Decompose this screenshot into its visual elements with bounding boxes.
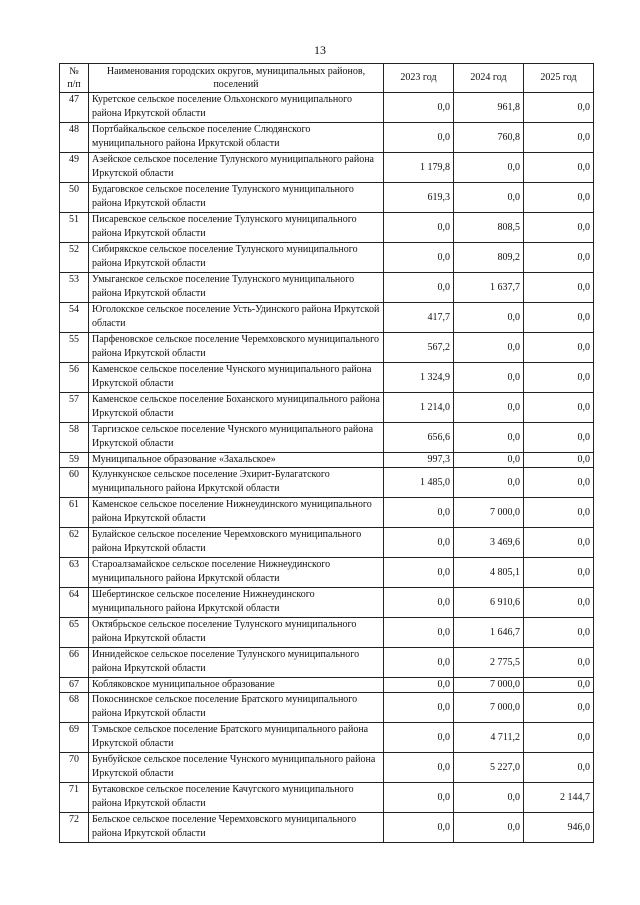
value-2025: 0,0 (524, 423, 594, 453)
value-2023: 1 485,0 (384, 468, 454, 498)
table-row (60, 753, 594, 783)
value-2024: 5 227,0 (454, 753, 524, 783)
settlement-name: Булайское сельское поселение Черемховского муниципального района Иркутской области (89, 528, 384, 558)
row-number: 62 (60, 528, 89, 558)
table-row (60, 678, 594, 693)
row-number: 61 (60, 498, 89, 528)
value-2025: 0,0 (524, 468, 594, 498)
value-2023: 0,0 (384, 213, 454, 243)
table-row (60, 723, 594, 753)
value-2025: 0,0 (524, 243, 594, 273)
value-2025: 0,0 (524, 453, 594, 468)
row-number: 63 (60, 558, 89, 588)
value-2024: 2 775,5 (454, 648, 524, 678)
row-number: 72 (60, 813, 89, 843)
settlement-name: Бунбуйское сельское поселение Чунского муниципального района Иркутской области (89, 753, 384, 783)
table-row (60, 648, 594, 678)
value-2023: 0,0 (384, 693, 454, 723)
value-2025: 0,0 (524, 528, 594, 558)
value-2024: 7 000,0 (454, 693, 524, 723)
row-number: 64 (60, 588, 89, 618)
row-number: 55 (60, 333, 89, 363)
value-2023: 1 324,9 (384, 363, 454, 393)
settlement-name: Кобляковское муниципальное образование (89, 678, 384, 693)
value-2024: 0,0 (454, 783, 524, 813)
row-number: 59 (60, 453, 89, 468)
value-2023: 417,7 (384, 303, 454, 333)
table-row (60, 183, 594, 213)
value-2023: 1 214,0 (384, 393, 454, 423)
table-row (60, 528, 594, 558)
table-row (60, 393, 594, 423)
value-2023: 0,0 (384, 498, 454, 528)
value-2023: 0,0 (384, 243, 454, 273)
settlement-name: Тэмьское сельское поселение Братского муниципального района Иркутской области (89, 723, 384, 753)
value-2023: 0,0 (384, 528, 454, 558)
settlement-name: Портбайкальское сельское поселение Слюдянского муниципального района Иркутской области (89, 123, 384, 153)
table-header-row (60, 64, 594, 93)
settlement-name: Умыганское сельское поселение Тулунского муниципального района Иркутской области (89, 273, 384, 303)
table-row (60, 618, 594, 648)
value-2025: 0,0 (524, 678, 594, 693)
value-2023: 567,2 (384, 333, 454, 363)
page-number: 13 (314, 43, 326, 57)
value-2025: 0,0 (524, 393, 594, 423)
row-number: 60 (60, 468, 89, 498)
value-2025: 0,0 (524, 183, 594, 213)
settlement-name: Таргизское сельское поселение Чунского муниципального района Иркутской области (89, 423, 384, 453)
value-2023: 0,0 (384, 813, 454, 843)
settlement-name: Будаговское сельское поселение Тулунского муниципального района Иркутской области (89, 183, 384, 213)
settlement-name: Кулункунское сельское поселение Эхирит-Булагатского муниципального района Иркутской области (89, 468, 384, 498)
row-number: 51 (60, 213, 89, 243)
table-row (60, 93, 594, 123)
value-2025: 0,0 (524, 588, 594, 618)
value-2025: 0,0 (524, 723, 594, 753)
value-2023: 0,0 (384, 618, 454, 648)
value-2025: 0,0 (524, 363, 594, 393)
row-number: 49 (60, 153, 89, 183)
value-2023: 0,0 (384, 753, 454, 783)
header-2024: 2024 год (454, 64, 524, 93)
value-2024: 760,8 (454, 123, 524, 153)
table-row (60, 423, 594, 453)
value-2023: 0,0 (384, 273, 454, 303)
value-2024: 4 711,2 (454, 723, 524, 753)
allocation-table (59, 63, 594, 843)
row-number: 71 (60, 783, 89, 813)
value-2024: 4 805,1 (454, 558, 524, 588)
header-name: Наименования городских округов, муниципальных районов, поселений (89, 64, 384, 93)
settlement-name: Каменское сельское поселение Боханского муниципального района Иркутской области (89, 393, 384, 423)
value-2025: 0,0 (524, 618, 594, 648)
value-2025: 0,0 (524, 558, 594, 588)
value-2024: 6 910,6 (454, 588, 524, 618)
value-2024: 0,0 (454, 393, 524, 423)
value-2025: 0,0 (524, 693, 594, 723)
settlement-name: Парфеновское сельское поселение Черемховского муниципального района Иркутской области (89, 333, 384, 363)
value-2024: 0,0 (454, 813, 524, 843)
value-2025: 0,0 (524, 153, 594, 183)
settlement-name: Иннидейское сельское поселение Тулунского муниципального района Иркутской области (89, 648, 384, 678)
value-2023: 0,0 (384, 93, 454, 123)
value-2024: 7 000,0 (454, 678, 524, 693)
row-number: 50 (60, 183, 89, 213)
table-row (60, 693, 594, 723)
settlement-name: Азейское сельское поселение Тулунского муниципального района Иркутской области (89, 153, 384, 183)
row-number: 48 (60, 123, 89, 153)
table-row (60, 558, 594, 588)
value-2023: 0,0 (384, 558, 454, 588)
value-2025: 0,0 (524, 333, 594, 363)
table-row (60, 783, 594, 813)
value-2024: 7 000,0 (454, 498, 524, 528)
settlement-name: Сибирякское сельское поселение Тулунского муниципального района Иркутской области (89, 243, 384, 273)
settlement-name: Каменское сельское поселение Нижнеудинского муниципального района Иркутской области (89, 498, 384, 528)
settlement-name: Октябрьское сельское поселение Тулунского муниципального района Иркутской области (89, 618, 384, 648)
row-number: 69 (60, 723, 89, 753)
value-2024: 0,0 (454, 453, 524, 468)
value-2024: 0,0 (454, 468, 524, 498)
row-number: 57 (60, 393, 89, 423)
value-2024: 1 646,7 (454, 618, 524, 648)
table-row (60, 213, 594, 243)
settlement-name: Куретское сельское поселение Ольхонского муниципального района Иркутской области (89, 93, 384, 123)
settlement-name: Каменское сельское поселение Чунского муниципального района Иркутской области (89, 363, 384, 393)
value-2023: 0,0 (384, 648, 454, 678)
value-2025: 0,0 (524, 123, 594, 153)
settlement-name: Юголокское сельское поселение Усть-Удинского района Иркутской области (89, 303, 384, 333)
settlement-name: Бельское сельское поселение Черемховского муниципального района Иркутской области (89, 813, 384, 843)
row-number: 47 (60, 93, 89, 123)
row-number: 65 (60, 618, 89, 648)
table-row (60, 333, 594, 363)
value-2024: 961,8 (454, 93, 524, 123)
value-2024: 0,0 (454, 333, 524, 363)
value-2025: 0,0 (524, 273, 594, 303)
value-2025: 0,0 (524, 93, 594, 123)
table-row (60, 243, 594, 273)
table-row (60, 453, 594, 468)
value-2025: 0,0 (524, 303, 594, 333)
table-row (60, 468, 594, 498)
value-2024: 0,0 (454, 183, 524, 213)
table-row (60, 498, 594, 528)
table-row (60, 813, 594, 843)
value-2024: 809,2 (454, 243, 524, 273)
value-2023: 0,0 (384, 588, 454, 618)
value-2025: 0,0 (524, 213, 594, 243)
value-2024: 0,0 (454, 303, 524, 333)
header-2025: 2025 год (524, 64, 594, 93)
row-number: 70 (60, 753, 89, 783)
header-number: № п/п (60, 64, 89, 93)
settlement-name: Покоснинское сельское поселение Братского муниципального района Иркутской области (89, 693, 384, 723)
value-2023: 0,0 (384, 678, 454, 693)
value-2024: 3 469,6 (454, 528, 524, 558)
settlement-name: Писаревское сельское поселение Тулунского муниципального района Иркутской области (89, 213, 384, 243)
value-2025: 0,0 (524, 648, 594, 678)
value-2024: 0,0 (454, 423, 524, 453)
row-number: 54 (60, 303, 89, 333)
value-2025: 946,0 (524, 813, 594, 843)
settlement-name: Бутаковское сельское поселение Качугского муниципального района Иркутской области (89, 783, 384, 813)
settlement-name: Шебертинское сельское поселение Нижнеудинского муниципального района Иркутской области (89, 588, 384, 618)
value-2025: 2 144,7 (524, 783, 594, 813)
value-2025: 0,0 (524, 753, 594, 783)
value-2024: 0,0 (454, 153, 524, 183)
table-row (60, 363, 594, 393)
settlement-name: Муниципальное образование «Захальское» (89, 453, 384, 468)
row-number: 67 (60, 678, 89, 693)
value-2024: 1 637,7 (454, 273, 524, 303)
header-2023: 2023 год (384, 64, 454, 93)
value-2023: 619,3 (384, 183, 454, 213)
value-2023: 1 179,8 (384, 153, 454, 183)
value-2023: 0,0 (384, 723, 454, 753)
table-row (60, 588, 594, 618)
table-row (60, 303, 594, 333)
value-2024: 0,0 (454, 363, 524, 393)
table-body (60, 93, 594, 843)
value-2024: 808,5 (454, 213, 524, 243)
value-2023: 997,3 (384, 453, 454, 468)
value-2023: 656,6 (384, 423, 454, 453)
table-row (60, 123, 594, 153)
value-2023: 0,0 (384, 783, 454, 813)
row-number: 58 (60, 423, 89, 453)
value-2023: 0,0 (384, 123, 454, 153)
value-2025: 0,0 (524, 498, 594, 528)
settlement-name: Староалзамайское сельское поселение Нижнеудинского муниципального района Иркутской области (89, 558, 384, 588)
row-number: 68 (60, 693, 89, 723)
row-number: 52 (60, 243, 89, 273)
table-row (60, 273, 594, 303)
table-row (60, 153, 594, 183)
row-number: 56 (60, 363, 89, 393)
row-number: 66 (60, 648, 89, 678)
row-number: 53 (60, 273, 89, 303)
